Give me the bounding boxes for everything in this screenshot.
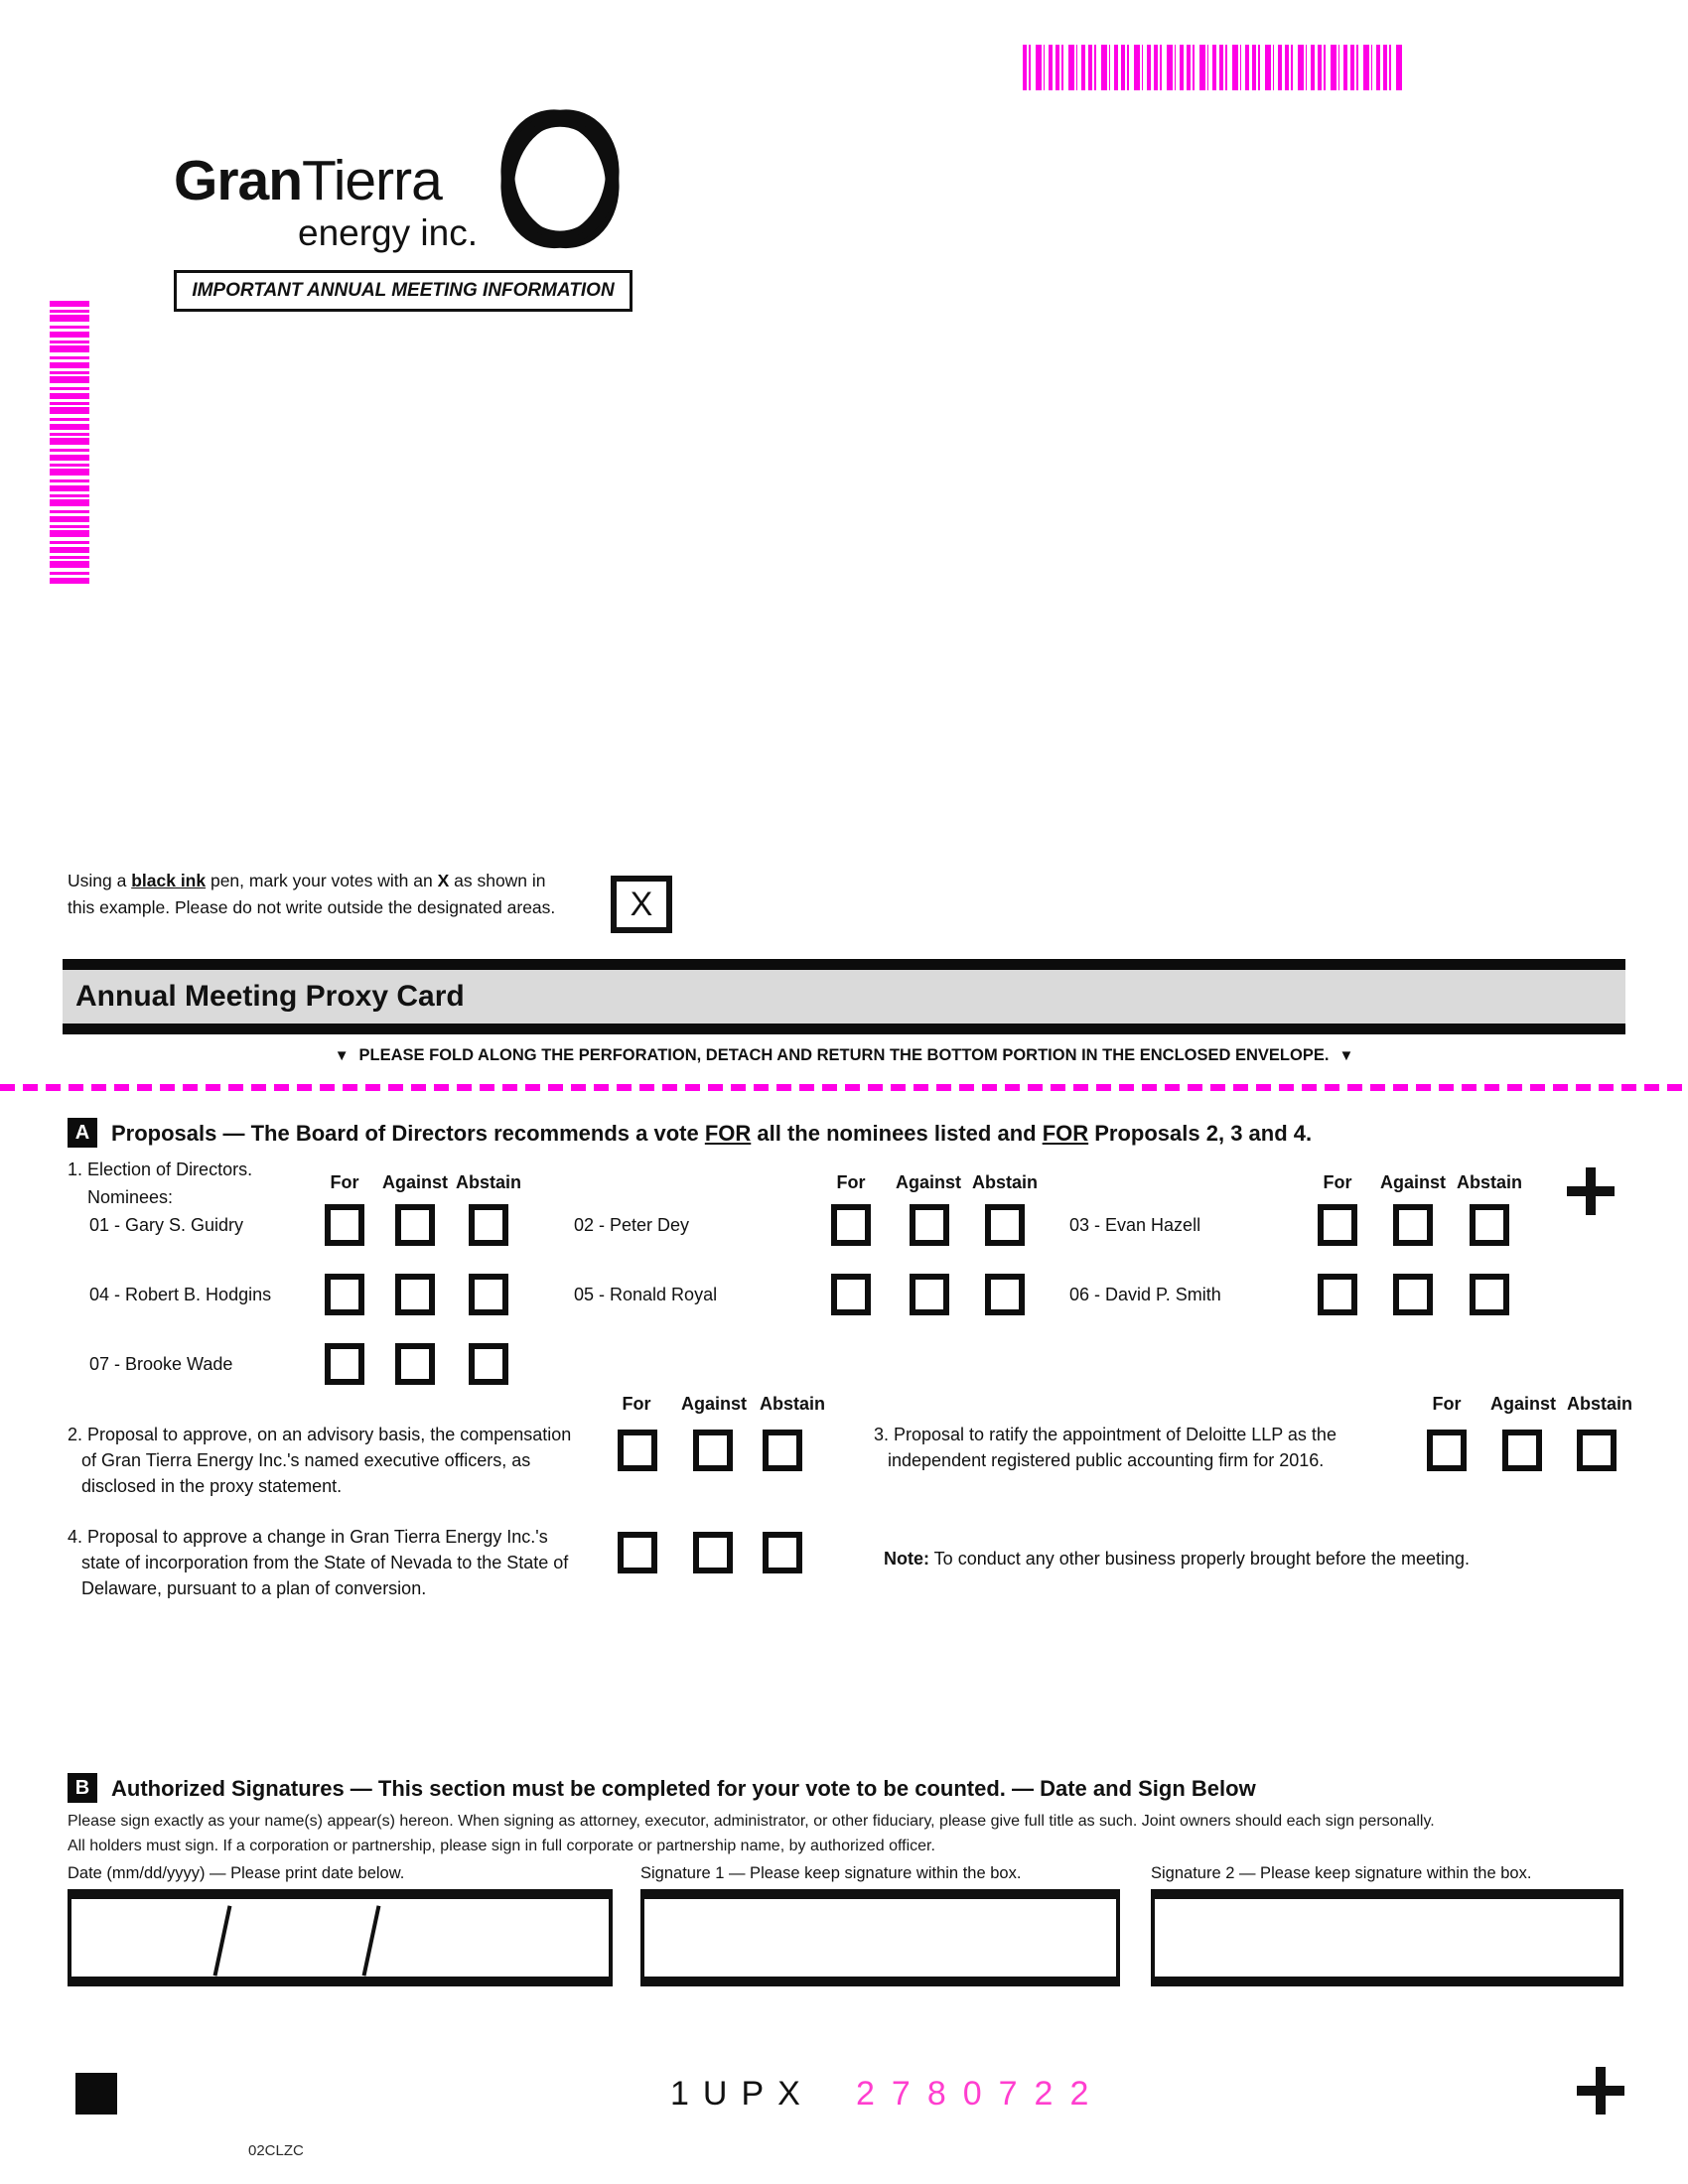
- horizontal-barcode-icon: [1023, 45, 1402, 90]
- vote-col-header-for: For: [622, 1394, 651, 1414]
- checkbox-nominee-03-abstain[interactable]: [1470, 1204, 1509, 1246]
- marking-instructions: [68, 868, 555, 921]
- proposal-4-line: state of incorporation from the State of Nevada to the State of: [81, 1553, 569, 1572]
- checkbox-nominee-02-for[interactable]: [831, 1204, 871, 1246]
- vote-col-header-against: Against: [381, 1172, 449, 1192]
- gran-tierra-logo-icon: [485, 91, 635, 273]
- down-triangle-icon: ▼: [1338, 1047, 1354, 1064]
- job-code: 02CLZC: [248, 2142, 304, 2159]
- heading-text-2: all the nominees listed and: [751, 1121, 1043, 1146]
- vote-col-header-for: For: [1323, 1172, 1352, 1192]
- vote-col-header-abstain: Abstain: [971, 1172, 1039, 1192]
- checkbox-nominee-05-for[interactable]: [831, 1274, 871, 1315]
- proposal-3-line: independent registered public accounting firm for 2016.: [888, 1450, 1325, 1470]
- vote-col-header-against: Against: [895, 1172, 962, 1192]
- vertical-barcode-icon: [50, 301, 89, 586]
- nominee-05-label: 05 - Ronald Royal: [574, 1285, 718, 1304]
- checkbox-nominee-07-against[interactable]: [395, 1343, 435, 1385]
- checkbox-nominee-04-against[interactable]: [395, 1274, 435, 1315]
- checkbox-nominee-05-against[interactable]: [910, 1274, 949, 1315]
- nominee-04-label: 04 - Robert B. Hodgins: [89, 1285, 272, 1304]
- signature-1-label: Signature 1 — Please keep signature within the box.: [640, 1864, 1022, 1882]
- proposal-2-line: disclosed in the proxy statement.: [81, 1476, 343, 1496]
- fold-instruction-text: PLEASE FOLD ALONG THE PERFORATION, DETACH AND RETURN THE BOTTOM PORTION IN THE ENCLOSED ENVELOPE.: [358, 1046, 1330, 1064]
- checkbox-nominee-01-for[interactable]: [325, 1204, 364, 1246]
- instr-line2: this example. Please do not write outside the designated areas.: [68, 897, 556, 917]
- vote-col-header-abstain: Abstain: [455, 1172, 522, 1192]
- proposal-4-text: [68, 1524, 568, 1601]
- nominees-label: Nominees:: [87, 1187, 174, 1207]
- note-label: Note:: [884, 1549, 929, 1569]
- checkbox-proposal-2-abstain[interactable]: [763, 1430, 802, 1471]
- checkbox-nominee-01-abstain[interactable]: [469, 1204, 508, 1246]
- nominee-06-label: 06 - David P. Smith: [1069, 1285, 1221, 1304]
- vote-col-header-abstain: Abstain: [1566, 1394, 1633, 1414]
- section-b-badge: B: [68, 1773, 97, 1803]
- nominee-07-label: 07 - Brooke Wade: [89, 1354, 233, 1374]
- checkbox-proposal-2-against[interactable]: [693, 1430, 733, 1471]
- heading-text-3: Proposals 2, 3 and 4.: [1088, 1121, 1313, 1146]
- note-text: To conduct any other business properly brought before the meeting.: [929, 1549, 1471, 1569]
- date-input-box[interactable]: [68, 1889, 613, 1986]
- control-number: 2780722: [856, 2075, 1106, 2113]
- instr-black-ink: black ink: [131, 871, 207, 890]
- proposal-4-line: 4. Proposal to approve a change in Gran Tierra Energy Inc.'s: [68, 1527, 548, 1547]
- signature-2-box[interactable]: [1151, 1889, 1623, 1986]
- vote-col-header-for: For: [1432, 1394, 1462, 1414]
- form-code: 1UPX: [670, 2075, 814, 2113]
- vote-col-header-for: For: [330, 1172, 359, 1192]
- checkbox-proposal-2-for[interactable]: [618, 1430, 657, 1471]
- checkbox-proposal-4-against[interactable]: [693, 1532, 733, 1573]
- section-a-heading: [111, 1121, 1312, 1147]
- instr-text-3: as shown in: [449, 871, 546, 890]
- title-rule-bottom: [63, 1024, 1625, 1034]
- signing-instructions-line2: All holders must sign. If a corporation or partnership, please sign in full corporate or partnership name, by authorized officer.: [68, 1838, 935, 1854]
- checkbox-proposal-4-abstain[interactable]: [763, 1532, 802, 1573]
- instr-text: Using a: [68, 871, 132, 890]
- fold-instruction: [0, 1046, 1688, 1065]
- checkbox-nominee-03-against[interactable]: [1393, 1204, 1433, 1246]
- signature-2-label: Signature 2 — Please keep signature within the box.: [1151, 1864, 1532, 1882]
- checkbox-nominee-03-for[interactable]: [1318, 1204, 1357, 1246]
- brand-subtext: energy inc.: [298, 212, 478, 253]
- checkbox-nominee-01-against[interactable]: [395, 1204, 435, 1246]
- nominee-02-label: 02 - Peter Dey: [574, 1215, 690, 1235]
- checkbox-proposal-3-for[interactable]: [1427, 1430, 1467, 1471]
- registration-plus-icon: [1577, 2067, 1624, 2115]
- vote-col-header-abstain: Abstain: [1456, 1172, 1523, 1192]
- nominee-01-label: 01 - Gary S. Guidry: [89, 1215, 244, 1235]
- proposal-2-line: of Gran Tierra Energy Inc.'s named executive officers, as: [81, 1450, 531, 1470]
- checkbox-nominee-07-for[interactable]: [325, 1343, 364, 1385]
- checkbox-nominee-02-against[interactable]: [910, 1204, 949, 1246]
- checkbox-nominee-02-abstain[interactable]: [985, 1204, 1025, 1246]
- proposal-3-line: 3. Proposal to ratify the appointment of Deloitte LLP as the: [874, 1425, 1336, 1444]
- section-b-heading: Authorized Signatures — This section must be completed for your vote to be counted. — Date and Sign Below: [111, 1776, 1256, 1801]
- example-mark-box: [611, 876, 672, 933]
- signing-instructions-line1: Please sign exactly as your name(s) appear(s) hereon. When signing as attorney, executor, administrator, or other fiduciary, please give full title as such. Joint owners should each sign personally.: [68, 1813, 1435, 1830]
- proxy-card-title-bar: [63, 970, 1625, 1024]
- proposal-4-line: Delaware, pursuant to a plan of conversion.: [81, 1578, 427, 1598]
- other-business-note: [884, 1549, 1470, 1570]
- checkbox-nominee-06-abstain[interactable]: [1470, 1274, 1509, 1315]
- checkbox-nominee-04-abstain[interactable]: [469, 1274, 508, 1315]
- section-a-badge: A: [68, 1118, 97, 1148]
- vote-col-header-against: Against: [1379, 1172, 1447, 1192]
- checkbox-nominee-06-for[interactable]: [1318, 1274, 1357, 1315]
- page-title: Annual Meeting Proxy Card: [75, 980, 465, 1013]
- meeting-info-banner: IMPORTANT ANNUAL MEETING INFORMATION: [174, 270, 633, 312]
- perforation-line: [0, 1084, 1688, 1091]
- instr-x: X: [437, 871, 450, 890]
- date-slash: [213, 1905, 232, 1976]
- election-of-directors-label: 1. Election of Directors.: [68, 1160, 253, 1179]
- heading-text: Proposals — The Board of Directors recommends a vote: [111, 1121, 705, 1146]
- proposal-2-text: [68, 1422, 571, 1499]
- brand-name-bold: Gran: [174, 149, 303, 212]
- checkbox-nominee-06-against[interactable]: [1393, 1274, 1433, 1315]
- brand-name-regular: Tierra: [302, 149, 442, 212]
- down-triangle-icon: ▼: [334, 1047, 350, 1064]
- vote-col-header-against: Against: [1489, 1394, 1557, 1414]
- vote-col-header-for: For: [836, 1172, 866, 1192]
- date-slash: [362, 1905, 381, 1976]
- checkbox-proposal-4-for[interactable]: [618, 1532, 657, 1573]
- title-rule-top: [63, 959, 1625, 970]
- nominee-03-label: 03 - Evan Hazell: [1069, 1215, 1201, 1235]
- company-logo-text: [174, 151, 478, 210]
- vote-col-header-against: Against: [680, 1394, 748, 1414]
- date-label: Date (mm/dd/yyyy) — Please print date below.: [68, 1864, 405, 1882]
- vote-col-header-abstain: Abstain: [759, 1394, 826, 1414]
- registration-plus-icon: [1567, 1167, 1615, 1215]
- heading-for-2: FOR: [1042, 1121, 1089, 1146]
- checkbox-proposal-3-against[interactable]: [1502, 1430, 1542, 1471]
- heading-for-1: FOR: [704, 1121, 752, 1146]
- proposal-3-text: [874, 1422, 1336, 1473]
- signature-1-box[interactable]: [640, 1889, 1120, 1986]
- checkbox-proposal-3-abstain[interactable]: [1577, 1430, 1617, 1471]
- example-mark-x: X: [630, 886, 653, 923]
- checkbox-nominee-05-abstain[interactable]: [985, 1274, 1025, 1315]
- scanner-block-icon: [75, 2073, 117, 2115]
- checkbox-nominee-04-for[interactable]: [325, 1274, 364, 1315]
- proposal-2-line: 2. Proposal to approve, on an advisory basis, the compensation: [68, 1425, 572, 1444]
- checkbox-nominee-07-abstain[interactable]: [469, 1343, 508, 1385]
- instr-text-2: pen, mark your votes with an: [206, 871, 438, 890]
